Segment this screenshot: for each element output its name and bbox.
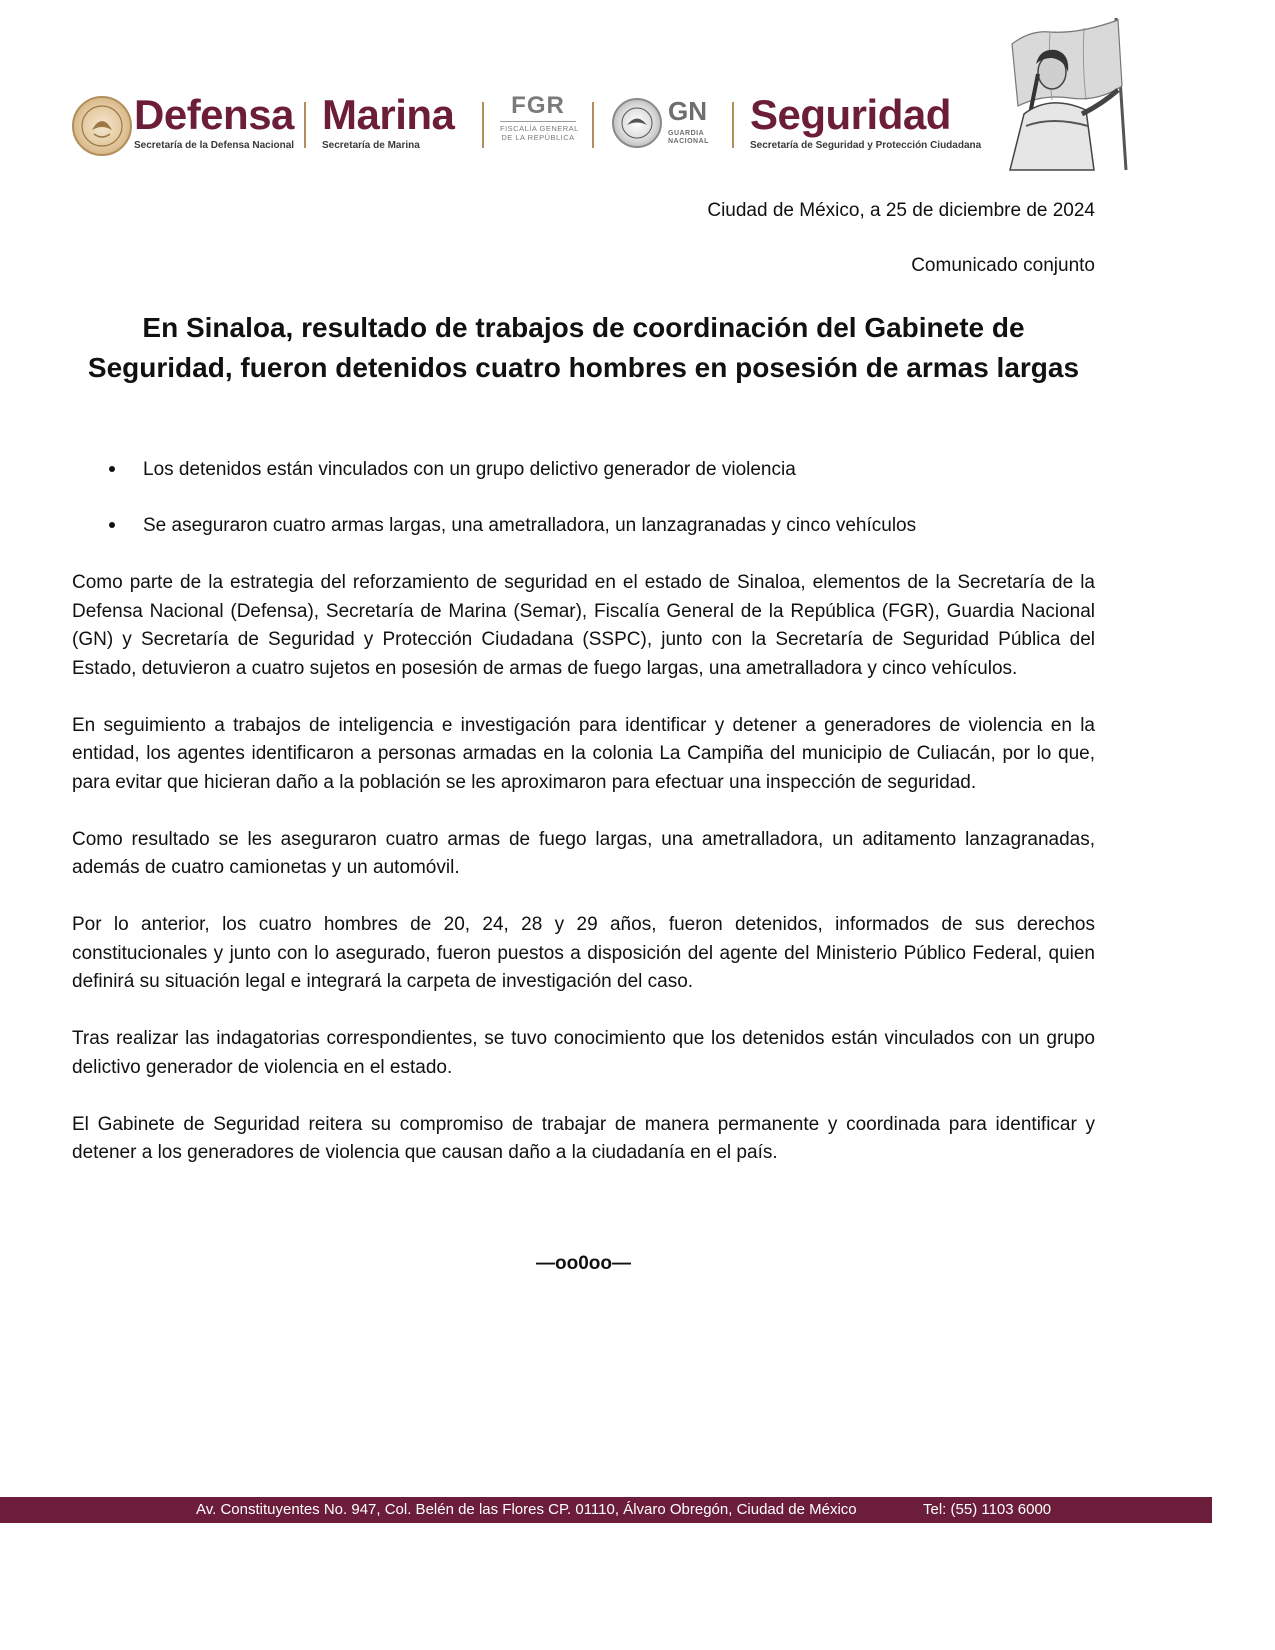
woman-with-flag-illustration	[990, 14, 1148, 172]
bullet-text: Se aseguraron cuatro armas largas, una ametralladora, un lanzagranadas y cinco vehículos	[143, 515, 917, 536]
communique-type: Comunicado conjunto	[911, 255, 1095, 276]
defensa-subtitle: Secretaría de la Defensa Nacional	[134, 140, 295, 151]
paragraph: Como parte de la estrategia del reforzamiento de seguridad en el estado de Sinaloa, elementos de la Secretaría de la Defensa Nacional (Defensa), Secretaría de Marina (Semar), Fiscalía General de la República (FGR), Guardia Nacional (GN) y Secretaría de Seguridad y Protección Ciudadana (SSPC), junto con la Secretaría de Seguridad Pública del Estado, detuvieron a cuatro sujetos en posesión de armas de fuego largas, una ametralladora y cinco vehículos.	[72, 572, 1095, 679]
logo-divider	[304, 102, 306, 148]
footer-phone: Tel: (55) 1103 6000	[923, 1501, 1052, 1518]
header-logos	[72, 92, 1032, 164]
marina-subtitle: Secretaría de Marina	[322, 140, 420, 151]
eagle-icon	[74, 98, 130, 154]
footer-bar	[0, 1497, 1212, 1523]
bullet-icon	[109, 466, 115, 472]
summary-bullets	[72, 456, 1095, 568]
gn-logo	[668, 98, 709, 146]
logo-divider	[732, 102, 734, 148]
fgr-subtitle-line2: DE LA REPÚBLICA	[501, 132, 575, 142]
seguridad-logo	[750, 91, 982, 151]
list-item	[72, 456, 1095, 484]
fgr-title: FGR	[500, 94, 576, 122]
footer-address: Av. Constituyentes No. 947, Col. Belén de las Flores CP. 01110, Álvaro Obregón, Ciudad de México	[196, 1501, 857, 1518]
fgr-subtitle-line1: FISCALÍA GENERAL	[500, 124, 579, 133]
date-line: Ciudad de México, a 25 de diciembre de 2024	[707, 200, 1095, 221]
gn-subtitle-line1: GUARDIA	[668, 130, 705, 137]
headline: En Sinaloa, resultado de trabajos de coordinación del Gabinete de Seguridad, fueron detenidos cuatro hombres en posesión de armas largas	[87, 312, 1080, 383]
bullet-text: Los detenidos están vinculados con un grupo delictivo generador de violencia	[143, 459, 796, 480]
paragraph: Tras realizar las indagatorias correspondientes, se tuvo conocimiento que los detenidos están vinculados con un grupo delictivo generador de violencia en el estado.	[72, 1028, 1095, 1078]
guardia-nacional-seal	[612, 98, 662, 148]
eagle-icon	[614, 100, 660, 146]
closing-mark: —oo0oo—	[536, 1253, 631, 1274]
marina-title: Marina	[322, 91, 455, 138]
gn-subtitle-line2: NACIONAL	[668, 138, 709, 146]
gn-title: GN	[668, 96, 707, 126]
paragraph: En seguimiento a trabajos de inteligencia e investigación para identificar y detener a generadores de violencia en la entidad, los agentes identificaron a personas armadas en la colonia La Campiña del municipio de Culiacán, por lo que, para evitar que hicieran daño a la población se les aproximaron para efectuar una inspección de seguridad.	[72, 714, 1095, 793]
seguridad-title: Seguridad	[750, 91, 951, 138]
mexico-coat-of-arms-seal	[72, 96, 132, 156]
logo-divider	[482, 102, 484, 148]
paragraph: El Gabinete de Seguridad reitera su compromiso de trabajar de manera permanente y coordinada para identificar y detener a los generadores de violencia que causan daño a la ciudadanía en el país.	[72, 1113, 1095, 1163]
defensa-logo	[134, 91, 295, 151]
marina-logo	[322, 91, 455, 151]
defensa-title: Defensa	[134, 91, 294, 138]
flag-bearer-icon	[990, 14, 1148, 172]
list-item	[72, 512, 1095, 540]
seguridad-subtitle: Secretaría de Seguridad y Protección Ciudadana	[750, 140, 982, 151]
bullet-icon	[109, 522, 115, 528]
paragraph: Como resultado se les aseguraron cuatro armas de fuego largas, una ametralladora, un aditamento lanzagranadas, además de cuatro camionetas y un automóvil.	[72, 828, 1095, 878]
paragraph: Por lo anterior, los cuatro hombres de 20, 24, 28 y 29 años, fueron detenidos, informados de sus derechos constitucionales y junto con lo asegurado, fueron puestos a disposición del agente del Ministerio Público Federal, quien definirá su situación legal e integrará la carpeta de investigación del caso.	[72, 914, 1095, 992]
logo-divider	[592, 102, 594, 148]
body-text	[72, 569, 1095, 1196]
fgr-logo	[500, 92, 579, 146]
